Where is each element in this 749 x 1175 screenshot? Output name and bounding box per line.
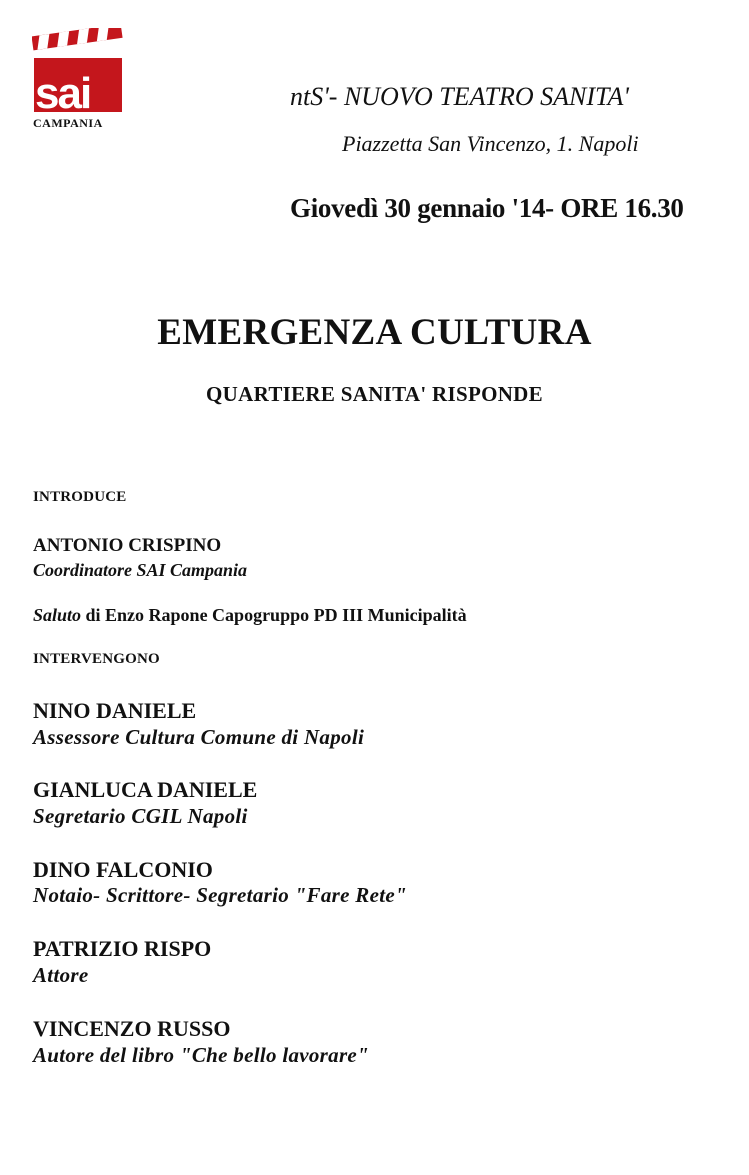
introducer-name: ANTONIO CRISPINO <box>33 535 222 556</box>
introduce-label: INTRODUCE <box>33 489 127 505</box>
speaker-name: DINO FALCONIO <box>33 857 213 882</box>
greeting-line <box>33 605 467 626</box>
event-subtitle: QUARTIERE SANITA' RISPONDE <box>206 382 543 406</box>
introducer-role: Coordinatore SAI Campania <box>33 560 248 580</box>
logo-subtitle: CAMPANIA <box>33 116 103 130</box>
speaker-role: Autore del libro "Che bello lavorare" <box>33 1043 369 1067</box>
speakers-label: INTERVENGONO <box>33 651 160 667</box>
sai-campania-logo <box>32 28 128 132</box>
clapperboard-logo-icon <box>32 28 128 114</box>
speaker-role: Segretario CGIL Napoli <box>33 804 248 828</box>
speaker-name: GIANLUCA DANIELE <box>33 777 258 802</box>
speaker-role: Notaio- Scrittore- Segretario "Fare Rete" <box>33 883 407 907</box>
speaker-name: VINCENZO RUSSO <box>33 1016 231 1041</box>
event-title: EMERGENZA CULTURA <box>157 312 592 353</box>
venue-address: Piazzetta San Vincenzo, 1. Napoli <box>342 131 639 156</box>
event-datetime: Giovedì 30 gennaio '14- ORE 16.30 <box>290 193 684 223</box>
svg-text:sai: sai <box>35 69 91 114</box>
venue-name: ntS'- NUOVO TEATRO SANITA' <box>290 82 629 111</box>
speaker-role: Attore <box>33 963 89 987</box>
greeting-lead: Saluto <box>33 605 82 625</box>
speaker-name: NINO DANIELE <box>33 698 197 723</box>
speaker-role: Assessore Cultura Comune di Napoli <box>33 725 365 749</box>
greeting-rest: di Enzo Rapone Capogruppo PD III Municipalità <box>81 605 467 625</box>
speaker-name: PATRIZIO RISPO <box>33 936 212 961</box>
